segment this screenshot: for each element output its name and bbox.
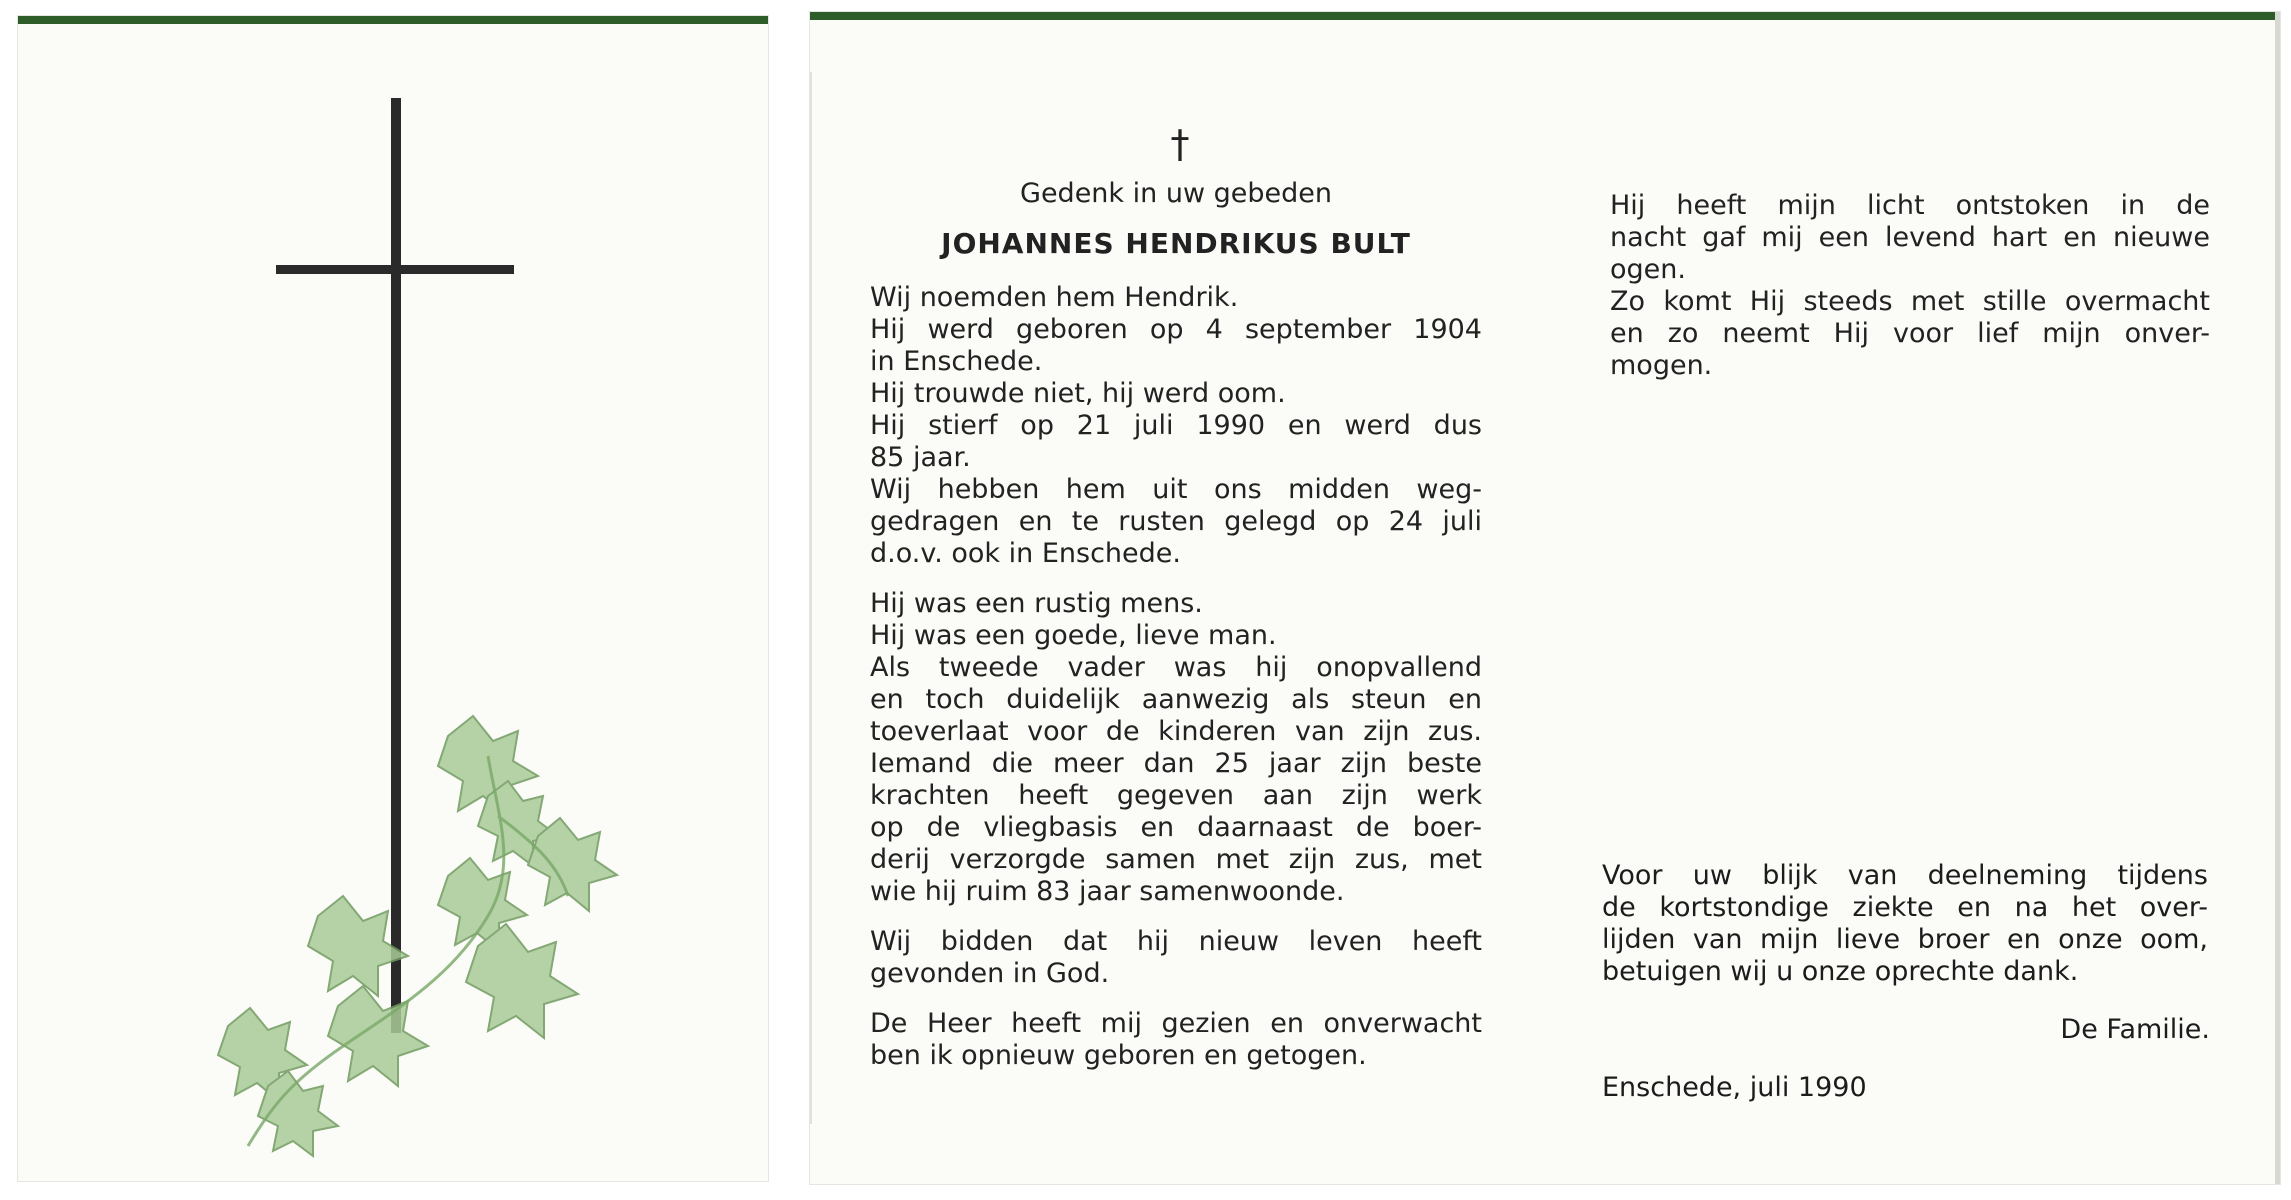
- deceased-name: JOHANNES HENDRIKUS BULT: [941, 227, 1411, 260]
- text-line: Hij was een goede, lieve man.: [870, 620, 1277, 651]
- text-line: gedragen en te rusten gelegd op 24 juli: [870, 506, 1482, 537]
- text-line: 85 jaar.: [870, 442, 971, 473]
- poem-line: ogen.: [1610, 254, 1686, 285]
- text-line: Hij stierf op 21 juli 1990 en werd dus: [870, 410, 1482, 441]
- text-line: Hij was een rustig mens.: [870, 588, 1203, 619]
- remember-line: Gedenk in uw gebeden: [1020, 178, 1332, 209]
- poem-line: mogen.: [1610, 350, 1713, 381]
- thanks-paragraph: [1602, 860, 2208, 988]
- card-right-edge: [2275, 12, 2280, 1184]
- card-top-edge: [810, 12, 2280, 20]
- biography-paragraph-1: [870, 282, 1482, 570]
- text-line: Iemand die meer dan 25 jaar zijn beste: [870, 748, 1482, 779]
- text-line: Als tweede vader was hij onopvallend: [870, 652, 1482, 683]
- text-line: De Heer heeft mij gezien en onverwacht: [870, 1008, 1482, 1039]
- text-line: wie hij ruim 83 jaar samenwoonde.: [870, 876, 1345, 907]
- text-line: gevonden in God.: [870, 958, 1110, 989]
- biography-column: [870, 122, 1482, 1072]
- card-fold: [810, 72, 812, 1124]
- memorial-card-inside: [810, 12, 2280, 1184]
- poem-line: en zo neemt Hij voor lief mijn onver-: [1610, 318, 2210, 349]
- thanks-line: Voor uw blijk van deelneming tijdens: [1602, 860, 2208, 891]
- biography-paragraph-4: [870, 1008, 1482, 1072]
- text-line: en toch duidelijk aanwezig als steun en: [870, 684, 1482, 715]
- poem-line: Hij heeft mijn licht ontstoken in de: [1610, 190, 2210, 221]
- text-line: op de vliegbasis en daarnaast de boer-: [870, 812, 1482, 843]
- thanks-line: lijden van mijn lieve broer en onze oom,: [1602, 924, 2208, 955]
- text-line: toeverlaat voor de kinderen van zijn zus.: [870, 716, 1482, 747]
- text-line: krachten heeft gegeven aan zijn werk: [870, 780, 1482, 811]
- biography-paragraph-3: [870, 926, 1482, 990]
- text-line: Hij trouwde niet, hij werd oom.: [870, 378, 1286, 409]
- biography-paragraph-2: [870, 588, 1482, 908]
- family-signature: De Familie.: [2060, 1014, 2210, 1045]
- thanks-line: de kortstondige ziekte en na het over-: [1602, 892, 2208, 923]
- text-line: in Enschede.: [870, 346, 1043, 377]
- text-line: ben ik opnieuw geboren en getogen.: [870, 1040, 1367, 1071]
- poem-column: [1610, 190, 2210, 382]
- memorial-card-front: [18, 16, 768, 1181]
- cross-ivy-illustration: [18, 16, 768, 1181]
- text-line: Hij werd geboren op 4 september 1904: [870, 314, 1482, 345]
- cross-symbol: †: [1170, 122, 1190, 166]
- text-line: Wij bidden dat hij nieuw leven heeft: [870, 926, 1482, 957]
- thanks-line: betuigen wij u onze oprechte dank.: [1602, 956, 2079, 987]
- text-line: Wij hebben hem uit ons midden weg-: [870, 474, 1482, 505]
- text-line: d.o.v. ook in Enschede.: [870, 538, 1181, 569]
- text-line: Wij noemden hem Hendrik.: [870, 282, 1239, 313]
- poem-line: nacht gaf mij een levend hart en nieuwe: [1610, 222, 2210, 253]
- place-date: Enschede, juli 1990: [1602, 1072, 1867, 1103]
- text-line: derij verzorgde samen met zijn zus, met: [870, 844, 1482, 875]
- poem-line: Zo komt Hij steeds met stille overmacht: [1610, 286, 2210, 317]
- ivy-leaves-icon: [218, 716, 617, 1156]
